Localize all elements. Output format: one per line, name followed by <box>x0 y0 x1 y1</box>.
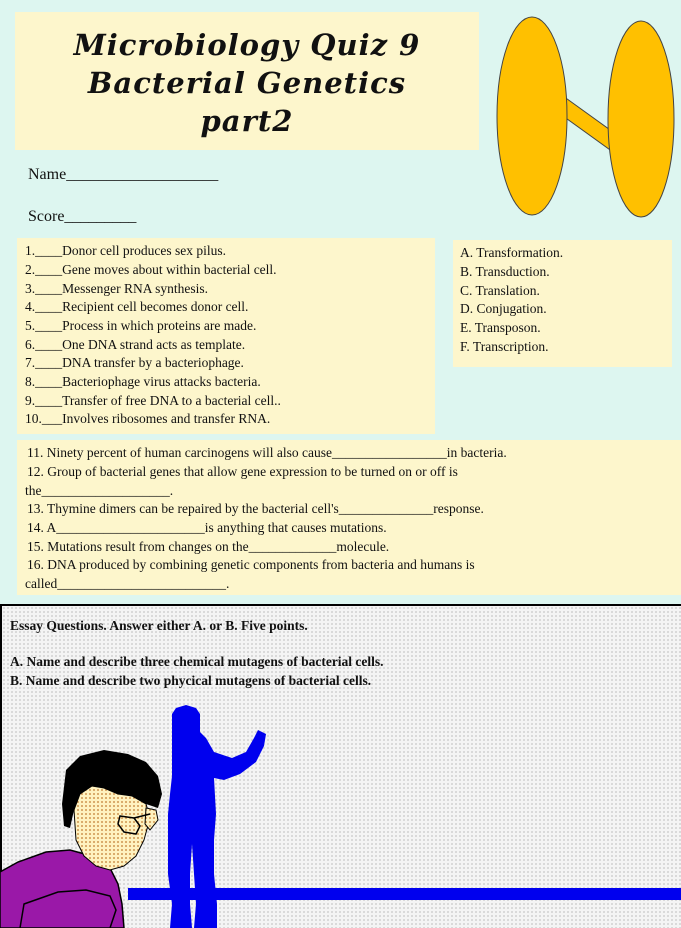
student-ear <box>145 808 158 830</box>
essay-option-b: B. Name and describe two phycical mutagens of bacterial cells. <box>10 673 372 688</box>
answer-choice: C. Translation. <box>460 283 540 298</box>
matching-question: 9.____Transfer of free DNA to a bacterial cell.. <box>25 393 281 408</box>
matching-question: 6.____One DNA strand acts as template. <box>25 337 246 352</box>
sex-pilus-bridge <box>563 96 613 152</box>
matching-question: 1.____Donor cell produces sex pilus. <box>25 243 226 258</box>
title-line-3: part2 <box>200 104 294 138</box>
score-field-line: Score_________ <box>28 208 137 225</box>
fill-in-question-12-cont: the___________________. <box>25 483 174 498</box>
answer-choice: A. Transformation. <box>460 245 564 260</box>
fill-in-question-12: 12. Group of bacterial genes that allow gene expression to be turned on or off is <box>27 464 458 479</box>
title-line-2: Bacterial Genetics <box>87 66 407 100</box>
matching-question: 5.____Process in which proteins are made. <box>25 318 257 333</box>
conjugation-illustration <box>495 14 677 220</box>
essay-option-a: A. Name and describe three chemical mutagens of bacterial cells. <box>10 654 384 669</box>
matching-question: 10.___Involves ribosomes and transfer RNA. <box>25 411 271 426</box>
answer-choices-box <box>453 240 672 367</box>
answer-choice: F. Transcription. <box>460 339 549 354</box>
title-line-1: Microbiology Quiz 9 <box>73 28 421 62</box>
fill-in-question-16-cont: called_________________________. <box>25 576 230 591</box>
answer-choice: D. Conjugation. <box>460 301 547 316</box>
fill-in-question-14: 14. A______________________is anything that causes mutations. <box>27 520 387 535</box>
donor-cell <box>497 17 567 215</box>
name-field-line: Name___________________ <box>28 166 219 183</box>
fill-in-question-13: 13. Thymine dimers can be repaired by the bacterial cell's______________response. <box>27 501 484 516</box>
fill-in-questions-box <box>17 440 681 595</box>
teacher-head <box>174 709 200 735</box>
matching-question: 7.____DNA transfer by a bacteriophage. <box>25 355 244 370</box>
answer-choice: E. Transposon. <box>460 320 541 335</box>
fill-in-question-15: 15. Mutations result from changes on the_____________molecule. <box>27 539 390 554</box>
matching-question: 4.____Recipient cell becomes donor cell. <box>25 299 249 314</box>
recipient-cell <box>608 21 674 217</box>
matching-questions-box <box>17 238 435 434</box>
fill-in-question-11: 11. Ninety percent of human carcinogens will also cause_________________in bacteria. <box>27 445 507 460</box>
classroom-illustration <box>0 604 681 928</box>
matching-question: 3.____Messenger RNA synthesis. <box>25 281 208 296</box>
matching-question: 2.____Gene moves about within bacterial cell. <box>25 262 277 277</box>
matching-question: 8.____Bacteriophage virus attacks bacteria. <box>25 374 261 389</box>
essay-heading: Essay Questions. Answer either A. or B. Five points. <box>10 618 308 633</box>
answer-choice: B. Transduction. <box>460 264 550 279</box>
fill-in-question-16: 16. DNA produced by combining genetic components from bacteria and humans is <box>27 557 475 572</box>
title-box <box>15 12 479 150</box>
